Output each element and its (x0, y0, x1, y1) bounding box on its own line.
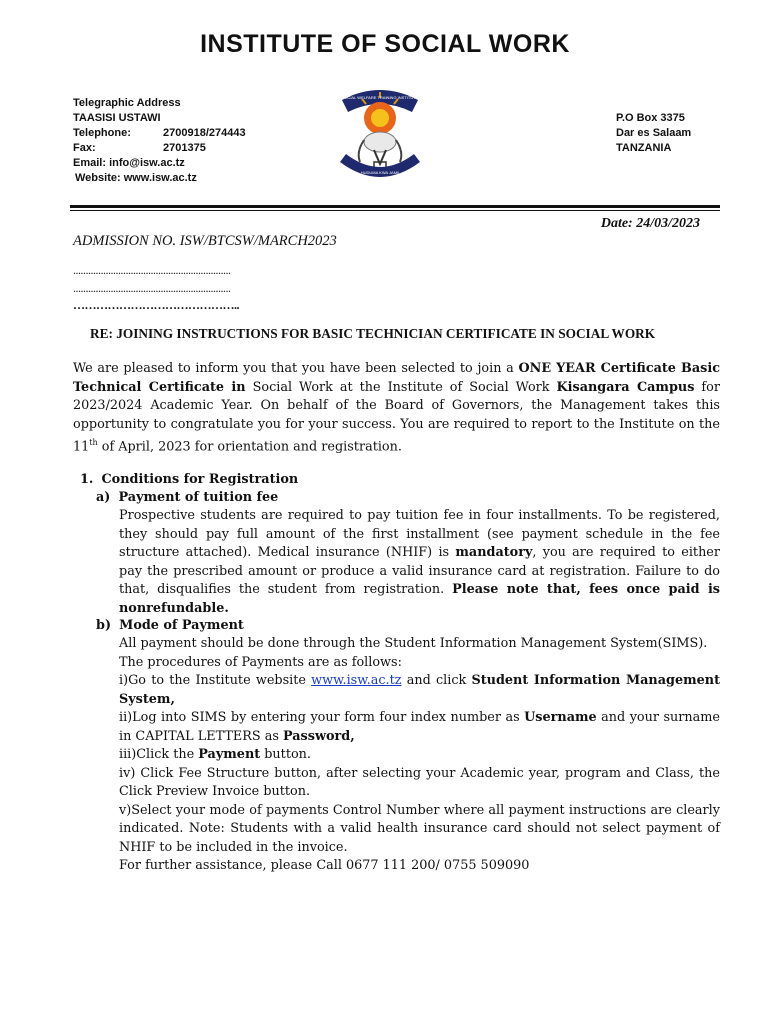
tuition-text-1: Prospective students are required to pay tuition fee in four installments. To be registered, they should pay full amount of the first installment (see payment schedule in the fee structure attached). Medical insurance (NHIF) is (119, 508, 720, 560)
intro-bold-2: Kisangara Campus (556, 379, 695, 395)
tuition-fee-paragraph (119, 507, 720, 618)
admission-number: ADMISSION NO. ISW/BTCSW/MARCH2023 (73, 233, 337, 249)
assistance-line: For further assistance, please Call 0677 111 200/ 0755 509090 (119, 858, 530, 873)
telegraphic-label: Telegraphic Address (73, 97, 181, 109)
payment-step-5: v)Select your mode of payments Control Number where all payment instructions are clearly indicated. Note: Students with a valid health insurance card should not select payment of NHIF to be included in the invoice. (119, 802, 720, 855)
step2-bold-1: Username (524, 710, 597, 725)
letter-date: Date: 24/03/2023 (600, 216, 700, 231)
payment-step-4: iv) Click Fee Structure button, after selecting your Academic year, program and Class, the Click Preview Invoice button. (119, 765, 720, 799)
header-contact-left (73, 96, 246, 186)
telegraphic-value: TAASISI USTAWI (73, 112, 161, 124)
intro-text-1: We are pleased to inform you that you have been selected to join a (73, 361, 519, 376)
po-box: P.O Box 3375 (616, 112, 685, 124)
step1-text-2: and click (401, 673, 472, 688)
website-line: Website: www.isw.ac.tz (75, 172, 197, 184)
address-dots-1: ............................................................... (73, 263, 231, 277)
subsection-b-title: Mode of Payment (119, 618, 244, 633)
section-title: Conditions for Registration (101, 472, 299, 487)
step2-text-1: ii)Log into SIMS by entering your form four index number as (119, 710, 525, 725)
tuition-text-2: , you are required to either pay the prescribed amount or produce a valid insurance card at registration. Failure to do that, disqualifies the student from registration. (119, 545, 721, 597)
city: Dar es Salaam (616, 127, 692, 139)
payment-step-2 (119, 709, 720, 746)
header-rule-thin (70, 210, 720, 211)
intro-text-3: for 2023/2024 Academic Year. On behalf of the Board of Governors, the Management takes this opportunity to congratulate you for your success. You are required to report to the Institute on the 11 (73, 379, 720, 455)
intro-bold-1: ONE YEAR Certificate Basic Technical Certificate in (73, 361, 720, 395)
intro-text-2: Social Work at the Institute of Social Work (245, 379, 557, 395)
institute-title: INSTITUTE OF SOCIAL WORK (200, 30, 570, 58)
institute-website-link[interactable]: www.isw.ac.tz (311, 673, 402, 688)
subsection-a-label: a) (96, 490, 111, 505)
step3-bold: Payment (198, 747, 261, 762)
step2-text-2: and your surname in CAPITAL LETTERS as (119, 710, 720, 744)
tuition-bold-2: Please note that, fees once paid is nonrefundable. (119, 582, 721, 616)
email-line: Email: info@isw.ac.tz (73, 157, 185, 169)
header-rule-thick (70, 205, 720, 208)
fax-label: Fax: (73, 142, 96, 154)
header-contact-right (616, 111, 691, 156)
intro-paragraph (73, 360, 720, 457)
payment-step-1 (119, 672, 720, 709)
address-dots-2: ............................................................... (73, 281, 231, 295)
section-1-heading (80, 471, 298, 490)
re-subject-line: RE: JOINING INSTRUCTIONS FOR BASIC TECHNICIAN CERTIFICATE IN SOCIAL WORK (90, 326, 656, 341)
subsection-b-heading (96, 617, 244, 636)
step1-text-1: i)Go to the Institute website (119, 673, 312, 688)
tuition-bold-1: mandatory (455, 545, 533, 560)
logo-emblem-icon (330, 82, 430, 192)
fax-value: 2701375 (163, 142, 206, 154)
payment-line-2: The procedures of Payments are as follows: (119, 654, 402, 670)
subsection-a-heading (96, 489, 278, 508)
address-dots-3: …………………………………….. (73, 298, 239, 312)
intro-sup: th (89, 438, 98, 447)
subsection-a-title: Payment of tuition fee (118, 490, 279, 505)
institute-logo (330, 82, 430, 192)
step3-text-1: iii)Click the (119, 747, 199, 762)
country: TANZANIA (616, 142, 672, 154)
step2-bold-2: Password, (282, 728, 355, 744)
step3-text-2: button. (260, 747, 311, 762)
logo-bottom-text: HUDUMA KWA JAMII (360, 170, 400, 175)
payment-line-1: All payment should be done through the Student Information Management System(SIMS). (119, 636, 708, 651)
subsection-b-label: b) (96, 618, 112, 633)
section-number: 1. (80, 472, 94, 487)
intro-text-4: of April, 2023 for orientation and registration. (97, 439, 402, 455)
telephone-label: Telephone: (73, 127, 131, 139)
step1-bold: Student Information Management System, (119, 673, 720, 707)
logo-top-text: SOCIAL WELFARE TRAINING INSTITUTE (341, 95, 419, 100)
telephone-value: 2700918/274443 (163, 127, 246, 139)
payment-mode-block (119, 635, 720, 876)
payment-step-3 (119, 746, 720, 765)
